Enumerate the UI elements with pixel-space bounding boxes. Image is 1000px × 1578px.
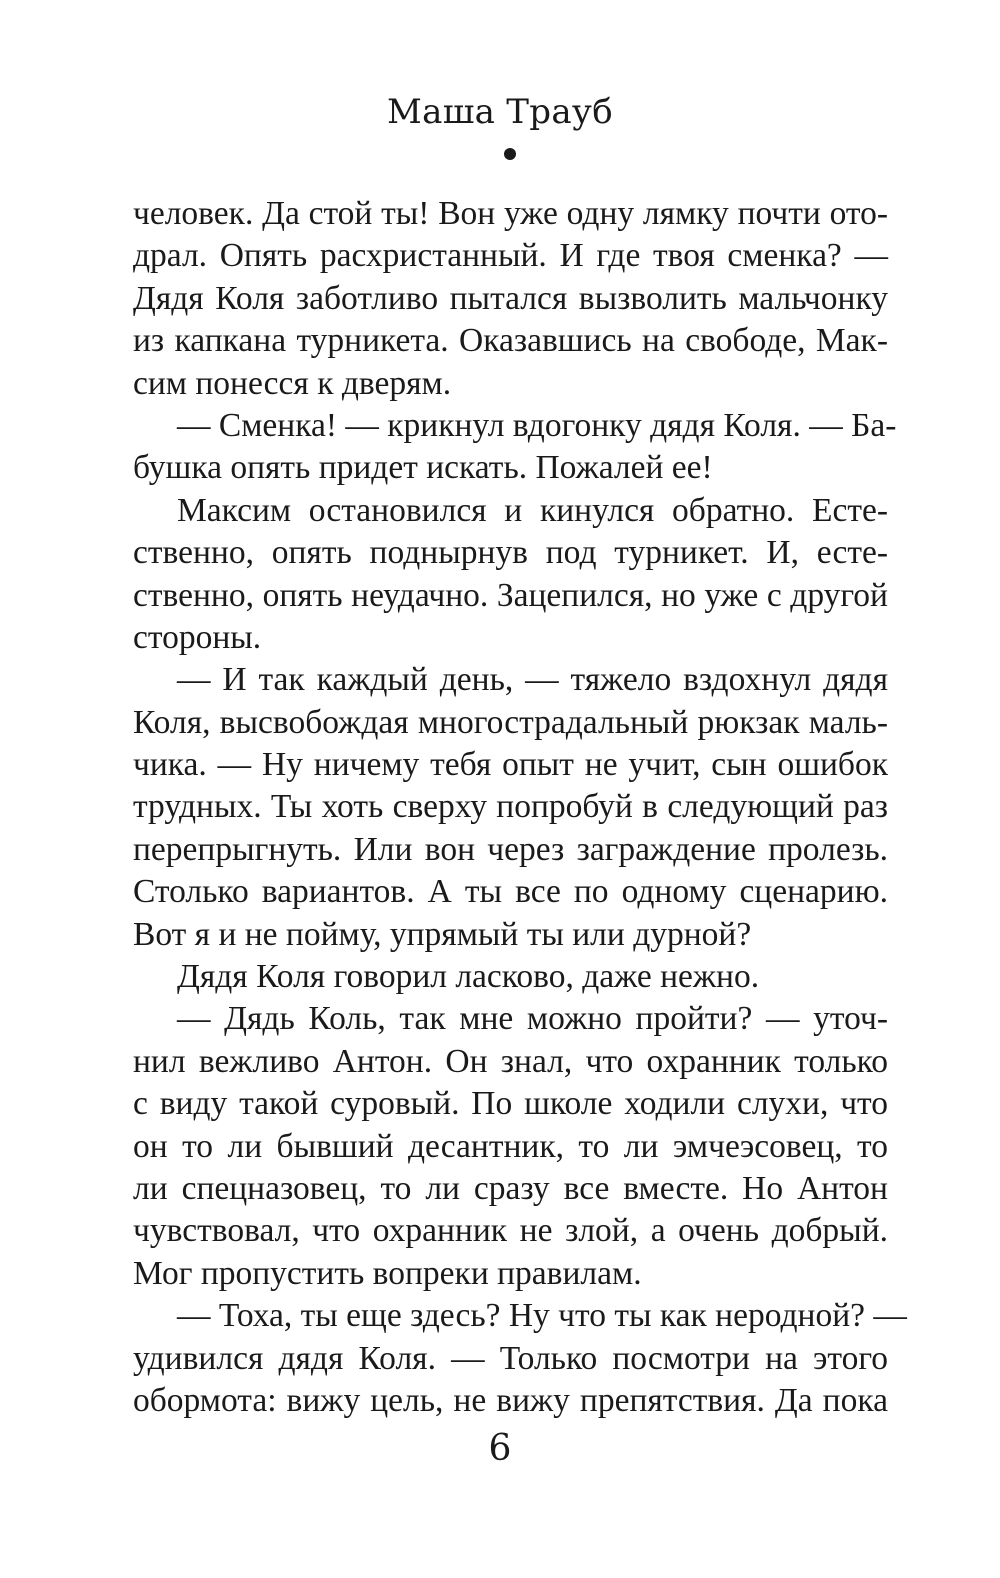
text-line: обормота: вижу цель, не вижу препятствия. Да пока <box>133 1381 888 1419</box>
text-line: ли спецназовец, то ли сразу все вместе. Но Антон <box>133 1169 888 1207</box>
text-line: сим понесся к дверям. <box>133 364 452 402</box>
text-line: Дядя Коля заботливо пытался вызволить мальчонку <box>133 279 888 317</box>
text-line: Вот я и не пойму, упрямый ты или дурной? <box>133 915 752 953</box>
text-line: Максим остановился и кинулся обратно. Есте- <box>177 491 888 529</box>
text-line: ственно, опять поднырнув под турникет. И, есте- <box>133 534 888 572</box>
body-text <box>133 193 907 1422</box>
text-line: Дядя Коля говорил ласково, даже нежно. <box>177 958 760 996</box>
running-head-author: Маша Трауб <box>387 92 613 132</box>
text-line: Коля, высвобождая многострадальный рюкзак маль- <box>133 703 888 741</box>
text-line: — Сменка! — крикнул вдогонку дядя Коля. — Ба- <box>177 406 897 444</box>
text-line: — Тоха, ты еще здесь? Ну что ты как неродной? — <box>177 1297 907 1335</box>
text-line: Мог пропустить вопреки правилам. <box>133 1254 642 1292</box>
text-line: чувствовал, что охранник не злой, а очень добрый. <box>133 1212 888 1250</box>
text-line: Столько вариантов. А ты все по одному сценарию. <box>133 873 888 911</box>
text-line: трудных. Ты хоть сверху попробуй в следующий раз <box>133 788 888 826</box>
text-line: из капкана турникета. Оказавшись на свободе, Мак- <box>133 322 888 360</box>
text-line: удивился дядя Коля. — Только посмотри на этого <box>133 1339 888 1377</box>
text-line: человек. Да стой ты! Вон уже одну лямку почти ото- <box>133 195 888 232</box>
text-line: — И так каждый день, — тяжело вздохнул дядя <box>177 661 888 699</box>
text-line: перепрыгнуть. Или вон через заграждение пролезь. <box>133 830 888 868</box>
text-line: чика. — Ну ничему тебя опыт не учит, сын ошибок <box>133 746 888 784</box>
text-line: драл. Опять расхристанный. И где твоя сменка? — <box>133 237 888 275</box>
text-line: — Дядь Коль, так мне можно пройти? — уточ- <box>177 1000 888 1038</box>
page-number: 6 <box>488 1428 512 1469</box>
text-line: ственно, опять неудачно. Зацепился, но уже с другой <box>133 576 888 614</box>
text-line: он то ли бывший десантник, то ли эмчеэсовец, то <box>133 1127 888 1165</box>
header-ornament-dot <box>504 148 516 160</box>
text-line: бушка опять придет искать. Пожалей ее! <box>133 449 713 487</box>
text-line: нил вежливо Антон. Он знал, что охранник только <box>133 1042 888 1080</box>
text-line: с виду такой суровый. По школе ходили слухи, что <box>133 1085 888 1123</box>
text-line: стороны. <box>133 618 262 656</box>
